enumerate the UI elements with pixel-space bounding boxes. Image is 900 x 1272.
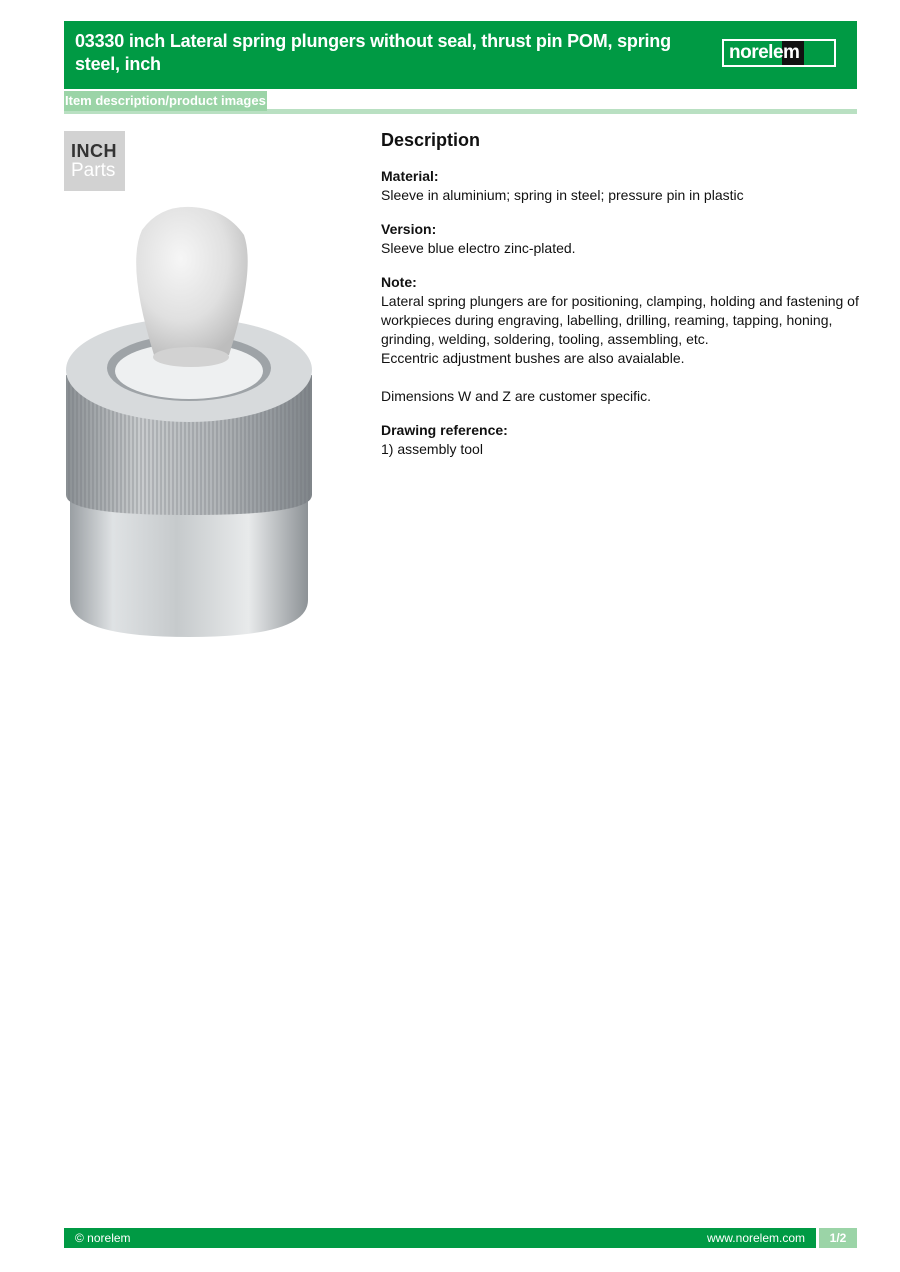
badge-line-1: INCH — [71, 141, 117, 161]
inch-parts-badge — [64, 131, 125, 191]
note-text: Lateral spring plungers are for positioning, clamping, holding and fastening of workpieces during engraving, labelling, drilling, reaming, tapping, honing, grinding, welding, soldering, tooling, assembling, etc. — [381, 293, 859, 347]
product-image — [64, 205, 314, 641]
footer-website-link[interactable]: www.norelem.com — [706, 1231, 805, 1245]
logo-text: norelem — [729, 42, 800, 63]
material-block — [381, 167, 861, 205]
description-heading: Description — [381, 130, 481, 150]
section-subheader — [64, 91, 857, 111]
version-label: Version: — [381, 221, 437, 237]
note-block — [381, 273, 861, 406]
version-text: Sleeve blue electro zinc-plated. — [381, 240, 576, 256]
note-text-dimensions: Dimensions W and Z are customer specific. — [381, 388, 651, 404]
description-section — [381, 128, 861, 474]
subheader-tab: Item description/product images — [64, 91, 267, 111]
version-block — [381, 220, 861, 258]
badge-line-2: Parts — [71, 160, 116, 181]
note-text-eccentric: Eccentric adjustment bushes are also avaialable. — [381, 350, 685, 366]
norelem-logo — [722, 39, 836, 67]
footer-copyright: © norelem — [75, 1231, 131, 1245]
page-footer — [64, 1228, 857, 1248]
drawing-reference-text: 1) assembly tool — [381, 441, 483, 457]
material-label: Material: — [381, 168, 439, 184]
page-number: 1/2 — [816, 1228, 857, 1248]
drawing-reference-label: Drawing reference: — [381, 422, 508, 438]
page-header — [64, 21, 857, 89]
material-text: Sleeve in aluminium; spring in steel; pressure pin in plastic — [381, 187, 744, 203]
drawing-reference-block — [381, 421, 861, 459]
page-title: 03330 inch Lateral spring plungers without seal, thrust pin POM, spring steel, inch — [75, 31, 671, 74]
note-label: Note: — [381, 274, 417, 290]
